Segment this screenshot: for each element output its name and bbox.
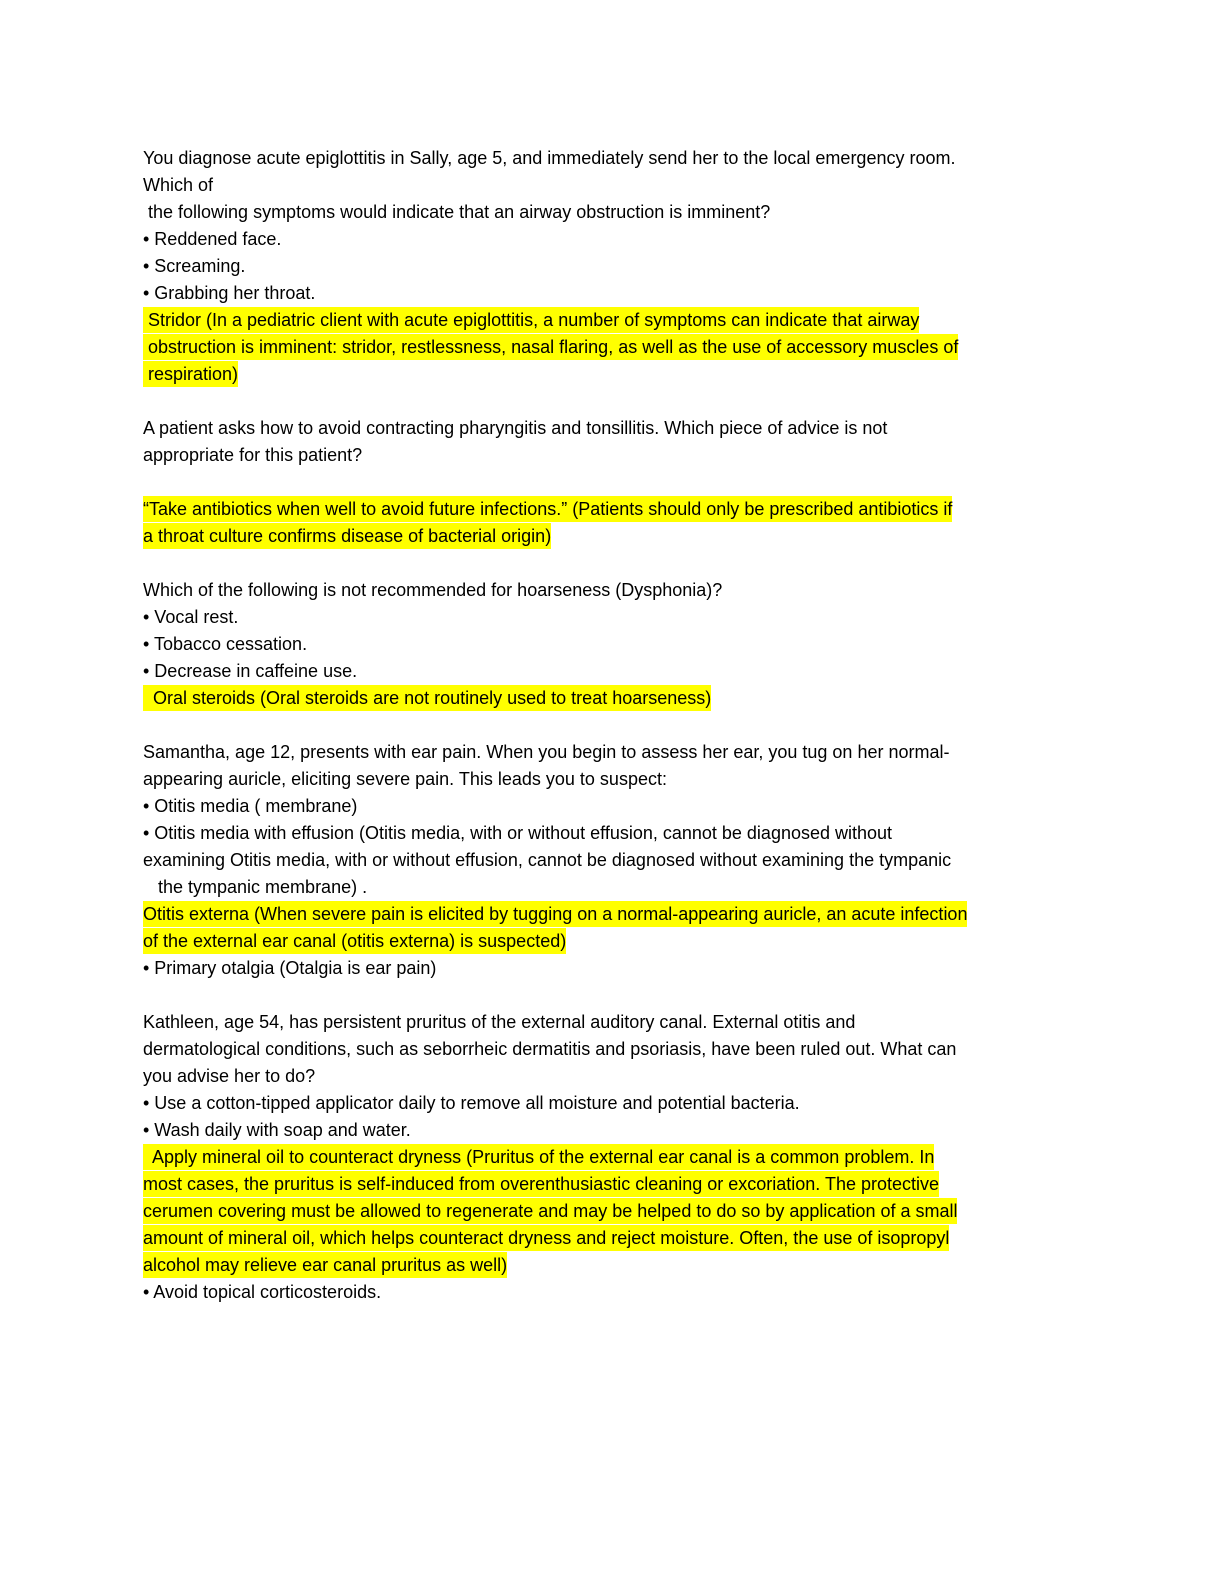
question-text-line: A patient asks how to avoid contracting pharyngitis and tonsillitis. Which piece of advice is not [143, 418, 888, 438]
answer-highlight: obstruction is imminent: stridor, restlessness, nasal flaring, as well as the use of accessory muscles of [143, 334, 958, 360]
question-text-line: Which of the following is not recommended for hoarseness (Dysphonia)? [143, 580, 723, 600]
answer-highlight: Stridor (In a pediatric client with acute epiglottitis, a number of symptoms can indicate that airway [143, 307, 919, 333]
highlighted-answer-line [143, 496, 1094, 523]
bullet-option: • Use a cotton-tipped applicator daily to remove all moisture and potential bacteria. [143, 1093, 800, 1113]
highlighted-answer-line [143, 1144, 1094, 1171]
answer-highlight: Otitis externa (When severe pain is elicited by tugging on a normal-appearing auricle, an acute infection [143, 901, 967, 927]
highlighted-answer-line [143, 307, 1094, 334]
question-block-3 [143, 577, 1094, 712]
question-text-line: appearing auricle, eliciting severe pain. This leads you to suspect: [143, 769, 667, 789]
question-block-2 [143, 415, 1094, 550]
highlighted-answer-line [143, 523, 1094, 550]
question-text-line: you advise her to do? [143, 1066, 316, 1086]
highlighted-answer-line [143, 1252, 1094, 1279]
blank-line [143, 469, 1094, 496]
bullet-option: • Tobacco cessation. [143, 634, 308, 654]
answer-highlight: most cases, the pruritus is self-induced from overenthusiastic cleaning or excoriation. The protective [143, 1171, 939, 1197]
bullet-option: • Wash daily with soap and water. [143, 1120, 411, 1140]
bullet-option: • Screaming. [143, 256, 246, 276]
bullet-option-continuation: the tympanic membrane) . [143, 877, 368, 897]
highlighted-answer-line [143, 1225, 1094, 1252]
highlighted-answer-line [143, 1171, 1094, 1198]
bullet-option: • Decrease in caffeine use. [143, 661, 358, 681]
bullet-option: • Otitis media ( membrane) [143, 796, 358, 816]
question-text-line: Samantha, age 12, presents with ear pain. When you begin to assess her ear, you tug on her normal- [143, 742, 950, 762]
highlighted-answer-line [143, 901, 1094, 928]
answer-highlight: of the external ear canal (otitis externa) is suspected) [143, 928, 566, 954]
bullet-option: • Grabbing her throat. [143, 283, 316, 303]
question-text-line: dermatological conditions, such as seborrheic dermatitis and psoriasis, have been ruled out. What can [143, 1039, 957, 1059]
answer-highlight: cerumen covering must be allowed to regenerate and may be helped to do so by application of a small [143, 1198, 957, 1224]
question-text-line: the following symptoms would indicate that an airway obstruction is imminent? [143, 202, 771, 222]
question-block-5 [143, 1009, 1094, 1306]
question-text-line: You diagnose acute epiglottitis in Sally, age 5, and immediately send her to the local emergency room. [143, 148, 956, 168]
highlighted-answer-line [143, 685, 1094, 712]
question-block-4 [143, 739, 1094, 982]
bullet-option-continuation: examining Otitis media, with or without effusion, cannot be diagnosed without examining the tympanic [143, 850, 952, 870]
bullet-option: • Otitis media with effusion (Otitis media, with or without effusion, cannot be diagnosed without [143, 823, 893, 843]
question-text-line: Kathleen, age 54, has persistent pruritus of the external auditory canal. External otitis and [143, 1012, 856, 1032]
question-text-line: appropriate for this patient? [143, 445, 363, 465]
highlighted-answer-line [143, 334, 1094, 361]
bullet-option: • Vocal rest. [143, 607, 239, 627]
question-block-1 [143, 145, 1094, 388]
answer-highlight: “Take antibiotics when well to avoid future infections.” (Patients should only be prescribed antibiotics if [143, 496, 952, 522]
bullet-option: • Avoid topical corticosteroids. [143, 1282, 382, 1302]
bullet-option: • Primary otalgia (Otalgia is ear pain) [143, 958, 437, 978]
answer-highlight: alcohol may relieve ear canal pruritus as well) [143, 1252, 507, 1278]
answer-highlight: Apply mineral oil to counteract dryness (Pruritus of the external ear canal is a common problem. In [143, 1144, 934, 1170]
highlighted-answer-line [143, 1198, 1094, 1225]
answer-highlight: respiration) [143, 361, 238, 387]
highlighted-answer-line [143, 928, 1094, 955]
answer-highlight: amount of mineral oil, which helps counteract dryness and reject moisture. Often, the use of isopropyl [143, 1225, 949, 1251]
highlighted-answer-line [143, 361, 1094, 388]
question-text-line: Which of [143, 175, 214, 195]
bullet-option: • Reddened face. [143, 229, 282, 249]
answer-highlight: a throat culture confirms disease of bacterial origin) [143, 523, 551, 549]
answer-highlight: Oral steroids (Oral steroids are not routinely used to treat hoarseness) [143, 685, 711, 711]
